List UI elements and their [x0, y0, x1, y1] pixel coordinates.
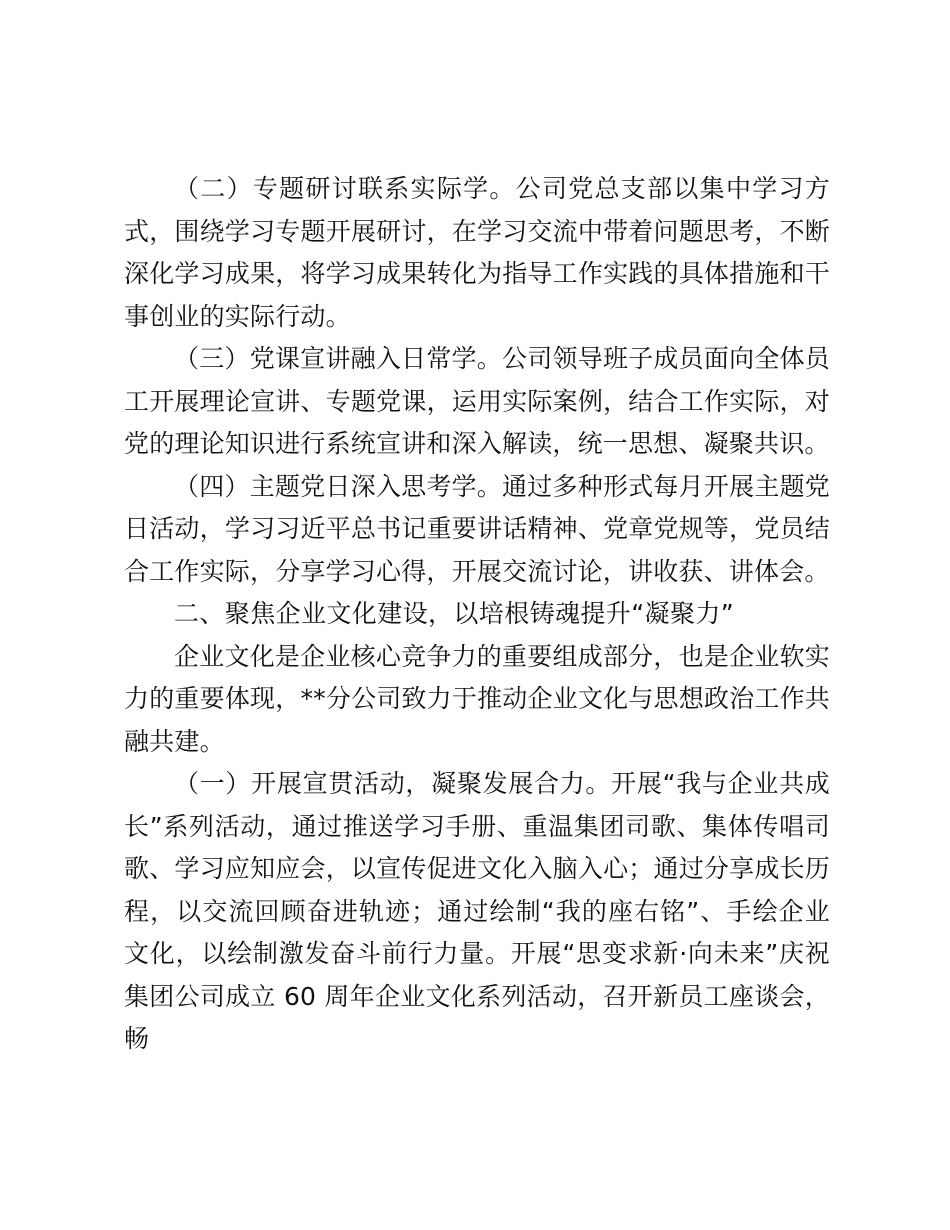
paragraph-thematic-discussion: （二）专题研讨联系实际学。公司党总支部以集中学习方式，围绕学习专题开展研讨，在学习交流中带着问题思考，不断深化学习成果，将学习成果转化为指导工作实践的具体措施和干事创业的实际行动。	[124, 174, 830, 331]
paragraph-publicity-activities: （一）开展宣贯活动，凝聚发展合力。开展“我与企业共成长”系列活动，通过推送学习手册、重温集团司歌、集体传唱司歌、学习应知应会，以宣传促进文化入脑入心；通过分享成长历程，以交流回顾奋进轨迹；通过绘制“我的座右铭”、手绘企业文化，以绘制激发奋斗前行力量。开展“思变求新·向未来”庆祝集团公司成立 60 周年企业文化系列活动，召开新员工座谈会，畅	[124, 769, 830, 1053]
section-heading-corporate-culture: 二、聚焦企业文化建设，以培根铸魂提升“凝聚力”	[174, 599, 735, 628]
paragraph-theme-party-day: （四）主题党日深入思考学。通过多种形式每月开展主题党日活动，学习习近平总书记重要讲话精神、党章党规等，党员结合工作实际，分享学习心得，开展交流讨论，讲收获、讲体会。	[124, 471, 830, 586]
document-body	[124, 168, 830, 1061]
paragraph-party-lecture: （三）党课宣讲融入日常学。公司领导班子成员面向全体员工开展理论宣讲、专题党课，运用实际案例，结合工作实际，对党的理论知识进行系统宣讲和深入解读，统一思想、凝聚共识。	[124, 344, 830, 458]
paragraph-culture-intro: 企业文化是企业核心竞争力的重要组成部分，也是企业软实力的重要体现，**分公司致力于推动企业文化与思想政治工作共融共建。	[124, 641, 830, 756]
